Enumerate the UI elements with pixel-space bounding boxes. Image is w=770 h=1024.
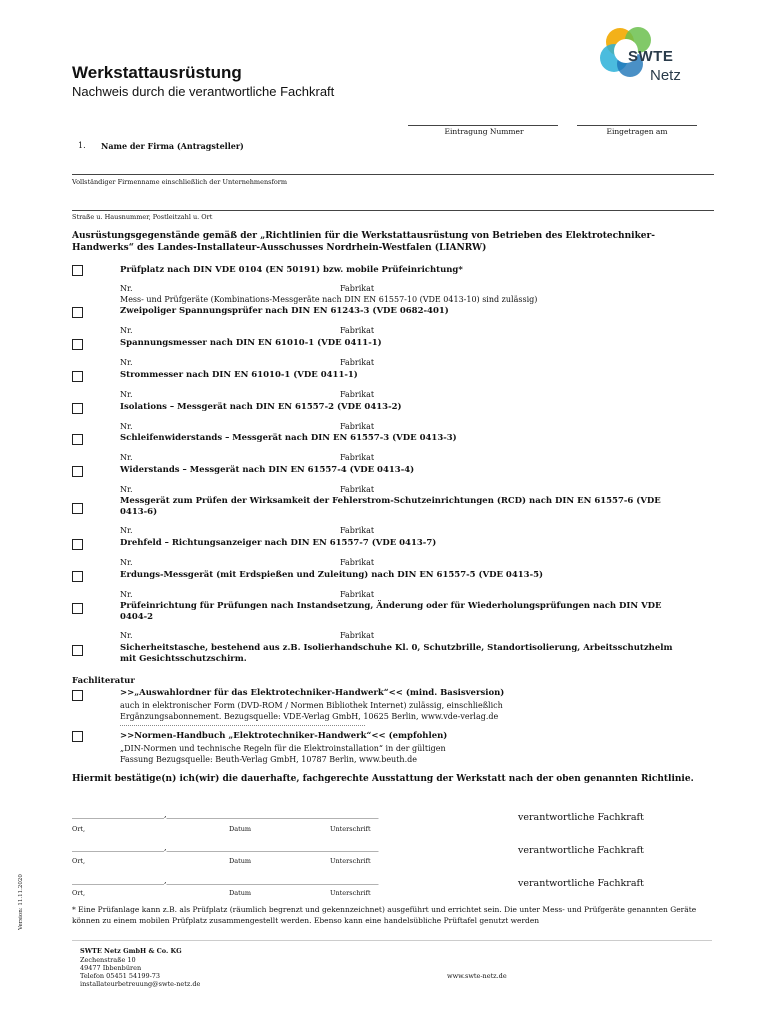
item-fabrikat-label: Fabrikat: [340, 558, 375, 567]
item-checkbox[interactable]: [72, 503, 83, 514]
item-fabrikat-label: Fabrikat: [340, 453, 375, 462]
literature-text: „DIN-Normen und technische Regeln für die Elektroinstallation“ in der gültigen: [120, 744, 446, 753]
page-title: Werkstattausrüstung: [72, 63, 242, 82]
signature-unterschrift-label: Unterschrift: [330, 825, 371, 833]
item-title: Drehfeld – Richtungsanzeiger nach DIN EN 61557-7 (VDE 0413-7): [120, 538, 437, 548]
literature-heading: Fachliteratur: [72, 676, 135, 686]
item-checkbox[interactable]: [72, 265, 83, 276]
item-title: Messgerät zum Prüfen der Wirksamkeit der Fehlerstrom-Schutzeinrichtungen (RCD) nach DIN EN 61557-6 (VDE 0413-6): [120, 496, 661, 517]
footer-divider: [72, 940, 712, 941]
item-note: Mess- und Prüfgeräte (Kombinations-Messgeräte nach DIN EN 61557-10 (VDE 0413-10) sind zulässig): [120, 295, 538, 304]
footer-website[interactable]: www.swte-netz.de: [447, 972, 507, 980]
item-fabrikat-label: Fabrikat: [340, 631, 375, 640]
signature-line[interactable]: _______________________,_____________________________________________________: [72, 876, 379, 885]
item-nr-label: Nr.: [120, 590, 133, 599]
item-nr-label: Nr.: [120, 631, 133, 640]
signature-line[interactable]: _______________________,_____________________________________________________: [72, 843, 379, 852]
item-title: Isolations – Messgerät nach DIN EN 61557-2 (VDE 0413-2): [120, 402, 402, 412]
item-fabrikat-label: Fabrikat: [340, 326, 375, 335]
item-checkbox[interactable]: [72, 371, 83, 382]
item-checkbox[interactable]: [72, 645, 83, 656]
address-field[interactable]: [72, 210, 714, 211]
signature-role: verantwortliche Fachkraft: [518, 878, 644, 889]
registration-number-field[interactable]: [408, 125, 558, 126]
item-title: Schleifenwiderstands – Messgerät nach DIN EN 61557-3 (VDE 0413-3): [120, 433, 457, 443]
signature-unterschrift-label: Unterschrift: [330, 857, 371, 865]
item-nr-label: Nr.: [120, 326, 133, 335]
literature-checkbox[interactable]: [72, 690, 83, 701]
signature-line[interactable]: _______________________,_____________________________________________________: [72, 810, 379, 819]
signature-unterschrift-label: Unterschrift: [330, 889, 371, 897]
item-fabrikat-label: Fabrikat: [340, 526, 375, 535]
footer-phone: Telefon 05451 54199-73: [80, 972, 161, 980]
signature-ort-label: Ort,: [72, 889, 86, 897]
confirmation-text: Hiermit bestätige(n) ich(wir) die dauerhafte, fachgerechte Ausstattung der Werkstatt nach der oben genannten Richtlinie.: [72, 774, 694, 784]
address-label: Straße u. Hausnummer, Postleitzahl u. Ort: [72, 213, 213, 221]
item-title: Zweipoliger Spannungsprüfer nach DIN EN 61243-3 (VDE 0682-401): [120, 306, 449, 316]
item-fabrikat-label: Fabrikat: [340, 485, 375, 494]
item-nr-label: Nr.: [120, 485, 133, 494]
item-fabrikat-label: Fabrikat: [340, 422, 375, 431]
item-checkbox[interactable]: [72, 466, 83, 477]
footer-email[interactable]: installateurbetreuung@swte-netz.de: [80, 980, 201, 988]
item-nr-label: Nr.: [120, 358, 133, 367]
literature-title: >>Normen-Handbuch „Elektrotechniker-Handwerk“<< (empfohlen): [120, 731, 448, 741]
signature-ort-label: Ort,: [72, 857, 86, 865]
item-checkbox[interactable]: [72, 307, 83, 318]
logo-text-netz: Netz: [650, 67, 681, 84]
literature-text: Ergänzungsabonnement. Bezugsquelle: VDE-Verlag GmbH, 10625 Berlin, www.vde-verlag.de: [120, 712, 499, 721]
registration-date-label: Eingetragen am: [606, 127, 668, 136]
section-number: 1.: [78, 141, 86, 150]
signature-datum-label: Datum: [229, 889, 252, 897]
literature-title: >>„Auswahlordner für das Elektrotechniker-Handwerk“<< (mind. Basisversion): [120, 688, 505, 698]
literature-checkbox[interactable]: [72, 731, 83, 742]
item-fabrikat-label: Fabrikat: [340, 284, 375, 293]
signature-ort-label: Ort,: [72, 825, 86, 833]
item-nr-label: Nr.: [120, 284, 133, 293]
signature-datum-label: Datum: [229, 857, 252, 865]
footer-company: SWTE Netz GmbH & Co. KG: [80, 947, 182, 955]
item-nr-label: Nr.: [120, 453, 133, 462]
item-fabrikat-label: Fabrikat: [340, 390, 375, 399]
item-nr-label: Nr.: [120, 526, 133, 535]
firm-name-field[interactable]: [72, 174, 714, 175]
item-fabrikat-label: Fabrikat: [340, 590, 375, 599]
footer-street: Zechenstraße 10: [80, 956, 136, 964]
item-checkbox[interactable]: [72, 603, 83, 614]
signature-role: verantwortliche Fachkraft: [518, 845, 644, 856]
item-title: Strommesser nach DIN EN 61010-1 (VDE 0411-1): [120, 370, 358, 380]
firm-name-label: Vollständiger Firmenname einschließlich der Unternehmensform: [72, 178, 288, 186]
item-nr-label: Nr.: [120, 390, 133, 399]
signature-datum-label: Datum: [229, 825, 252, 833]
item-nr-label: Nr.: [120, 558, 133, 567]
item-checkbox[interactable]: [72, 539, 83, 550]
item-title: Widerstands – Messgerät nach DIN EN 61557-4 (VDE 0413-4): [120, 465, 415, 475]
equipment-heading: Ausrüstungsgegenstände gemäß der „Richtlinien für die Werkstattausrüstung von Betrieben des Elektrotechniker-Handwerks“ des Landes-Installateur-Ausschusses Nordrhein-Westfalen (LIANRW): [72, 231, 656, 253]
item-checkbox[interactable]: [72, 403, 83, 414]
version-label: Version: 11.11.2020: [18, 874, 24, 930]
registration-date-field[interactable]: [577, 125, 697, 126]
item-nr-label: Nr.: [120, 422, 133, 431]
item-checkbox[interactable]: [72, 434, 83, 445]
item-title: Prüfplatz nach DIN VDE 0104 (EN 50191) bzw. mobile Prüfeinrichtung*: [120, 265, 463, 275]
registration-number-label: Eintragung Nummer: [444, 127, 524, 136]
item-title: Erdungs-Messgerät (mit Erdspießen und Zuleitung) nach DIN EN 61557-5 (VDE 0413-5): [120, 570, 544, 580]
footnote: * Eine Prüfanlage kann z.B. als Prüfplatz (räumlich begrenzt und gekennzeichnet) ausgeführt und errichtet sein. Die unter Mess- und Prüfgeräte genannten Geräte können zu einem mobilen Prüfplatz zusammengestellt werden. Ebenso kann eine handelsübliche Prüftafel genutzt werden: [72, 905, 697, 925]
logo-text-swte: SWTE: [628, 48, 674, 65]
item-title: Prüfeinrichtung für Prüfungen nach Instandsetzung, Änderung oder für Wiederholungsprüfungen nach DIN VDE 0404-2: [120, 601, 662, 622]
item-checkbox[interactable]: [72, 339, 83, 350]
item-fabrikat-label: Fabrikat: [340, 358, 375, 367]
page-subtitle: Nachweis durch die verantwortliche Fachkraft: [72, 84, 335, 99]
signature-role: verantwortliche Fachkraft: [518, 812, 644, 823]
literature-text: auch in elektronischer Form (DVD-ROM / Normen Bibliothek Internet) zulässig, einschließlich: [120, 701, 503, 710]
literature-divider: [120, 725, 365, 726]
footer-city: 49477 Ibbenbüren: [80, 964, 142, 972]
item-checkbox[interactable]: [72, 571, 83, 582]
item-title: Sicherheitstasche, bestehend aus z.B. Isolierhandschuhe Kl. 0, Schutzbrille, Standortisolierung, Arbeitsschutzhelm mit Gesichtsschutzschirm.: [120, 643, 673, 664]
section-label: Name der Firma (Antragsteller): [101, 141, 244, 151]
item-title: Spannungsmesser nach DIN EN 61010-1 (VDE 0411-1): [120, 338, 382, 348]
literature-text: Fassung Bezugsquelle: Beuth-Verlag GmbH, 10787 Berlin, www.beuth.de: [120, 755, 417, 764]
